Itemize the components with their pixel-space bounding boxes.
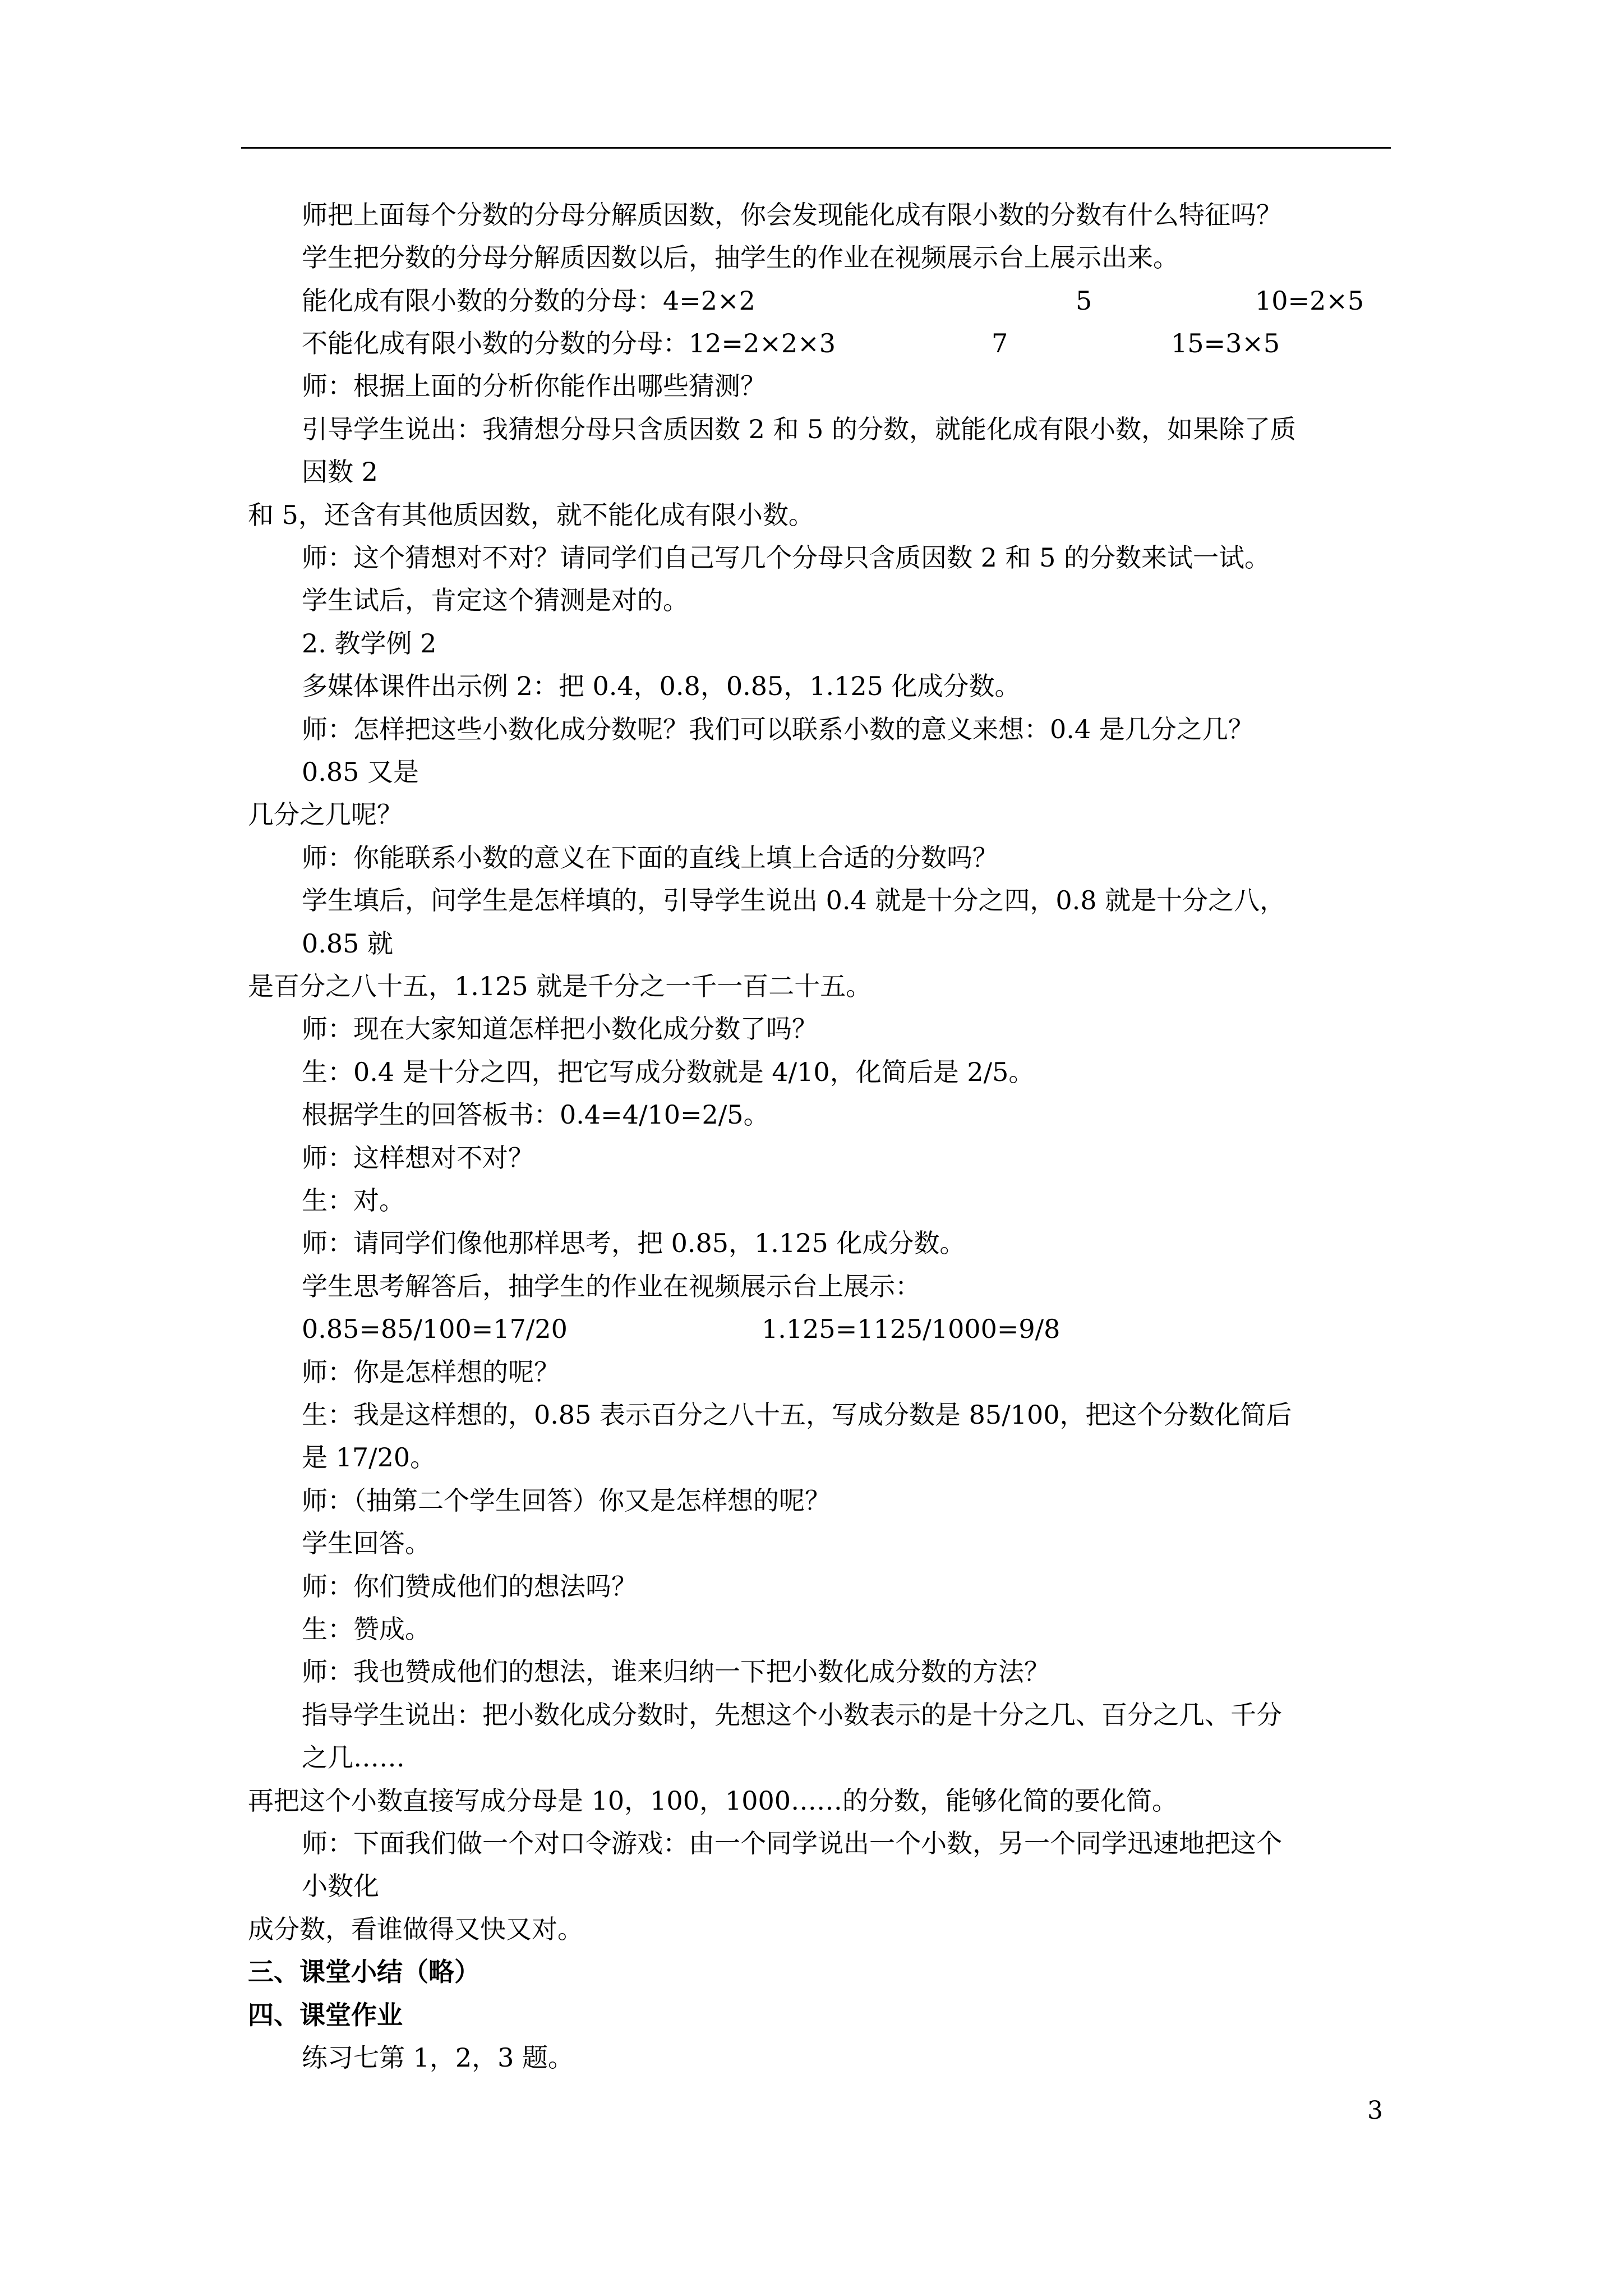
row-value: 15=3×5: [1171, 328, 1280, 358]
paragraph-line: 再把这个小数直接写成分母是 10，100，1000……的分数，能够化简的要化简。: [248, 1786, 1178, 1816]
denominator-row: [302, 285, 1401, 316]
paragraph-line: 根据学生的回答板书：0.4=4/10=2/5。: [302, 1099, 769, 1130]
paragraph-line: 师：这样想对不对？: [302, 1143, 534, 1173]
paragraph-line: 练习七第 1，2，3 题。: [302, 2042, 574, 2073]
paragraph-line: 0.85 又是: [302, 757, 419, 787]
equation-row: [302, 1313, 1401, 1345]
paragraph-line: 多媒体课件出示例 2：把 0.4，0.8，0.85，1.125 化成分数。: [302, 671, 1021, 701]
paragraph-line: 学生回答。: [302, 1528, 431, 1558]
paragraph-line: 师：怎样把这些小数化成分数呢？我们可以联系小数的意义来想：0.4 是几分之几？: [302, 714, 1254, 744]
denominator-row: [302, 328, 1401, 359]
row-label: 不能化成有限小数的分数的分母：12=2×2×3: [302, 328, 836, 358]
header-rule: [241, 147, 1391, 149]
paragraph-line: 成分数，看谁做得又快又对。: [248, 1914, 583, 1944]
paragraph-line: 学生填后，问学生是怎样填的，引导学生说出 0.4 就是十分之四，0.8 就是十分之八，: [302, 885, 1286, 915]
paragraph-line: 师：（抽第二个学生回答）你又是怎样想的呢？: [302, 1485, 831, 1516]
paragraph-line: 学生把分数的分母分解质因数以后，抽学生的作业在视频展示台上展示出来。: [302, 242, 1179, 273]
paragraph-line: 生：赞成。: [302, 1614, 431, 1644]
paragraph-line: 师：你是怎样想的呢？: [302, 1357, 560, 1387]
equation: 1.125=1125/1000=9/8: [762, 1314, 1061, 1344]
row-value: 7: [992, 328, 1008, 358]
paragraph-line: 生：我是这样想的，0.85 表示百分之八十五，写成分数是 85/100，把这个分数化简后: [302, 1400, 1292, 1430]
paragraph-line: 小数化: [302, 1871, 379, 1901]
paragraph-line: 学生思考解答后，抽学生的作业在视频展示台上展示：: [302, 1271, 921, 1301]
paragraph-line: 师：根据上面的分析你能作出哪些猜测？: [302, 371, 766, 401]
row-value: 10=2×5: [1255, 286, 1364, 316]
section-heading: 四、课堂作业: [248, 2000, 403, 2030]
paragraph-line: 师：下面我们做一个对口令游戏：由一个同学说出一个小数，另一个同学迅速地把这个: [302, 1828, 1282, 1858]
paragraph-line: 引导学生说出：我猜想分母只含质因数 2 和 5 的分数，就能化成有限小数，如果除了质: [302, 414, 1297, 444]
equation: 0.85=85/100=17/20: [302, 1314, 568, 1344]
section-heading: 三、课堂小结（略）: [248, 1957, 480, 1987]
paragraph-line: 师：我也赞成他们的想法，谁来归纳一下把小数化成分数的方法？: [302, 1657, 1050, 1687]
paragraph-line: 师把上面每个分数的分母分解质因数，你会发现能化成有限小数的分数有什么特征吗？: [302, 200, 1282, 230]
paragraph-line: 生：0.4 是十分之四，把它写成分数就是 4/10，化简后是 2/5。: [302, 1057, 1035, 1087]
paragraph-line: 师：这个猜想对不对？请同学们自己写几个分母只含质因数 2 和 5 的分数来试一试。: [302, 542, 1271, 573]
paragraph-line: 生：对。: [302, 1185, 405, 1216]
paragraph-line: 因数 2: [302, 457, 378, 487]
subheading: 2. 教学例 2: [302, 628, 437, 659]
paragraph-line: 学生试后，肯定这个猜测是对的。: [302, 585, 689, 615]
paragraph-line: 0.85 就: [302, 928, 394, 959]
paragraph-line: 之几……: [302, 1742, 405, 1773]
paragraph-line: 师：你能联系小数的意义在下面的直线上填上合适的分数吗？: [302, 843, 998, 873]
paragraph-line: 师：你们赞成他们的想法吗？: [302, 1571, 637, 1602]
row-value: 5: [1076, 286, 1092, 316]
paragraph-line: 几分之几呢？: [248, 799, 403, 830]
paragraph-line: 师：请同学们像他那样思考，把 0.85，1.125 化成分数。: [302, 1228, 966, 1258]
paragraph-line: 指导学生说出：把小数化成分数时，先想这个小数表示的是十分之几、百分之几、千分: [302, 1700, 1282, 1730]
paragraph-line: 是 17/20。: [302, 1442, 436, 1473]
row-label: 能化成有限小数的分数的分母：4=2×2: [302, 286, 755, 316]
paragraph-line: 和 5，还含有其他质因数，就不能化成有限小数。: [248, 500, 814, 530]
page-number: 3: [1367, 2096, 1383, 2125]
paragraph-line: 师：现在大家知道怎样把小数化成分数了吗？: [302, 1014, 818, 1044]
paragraph-line: 是百分之八十五，1.125 就是千分之一千一百二十五。: [248, 971, 872, 1001]
